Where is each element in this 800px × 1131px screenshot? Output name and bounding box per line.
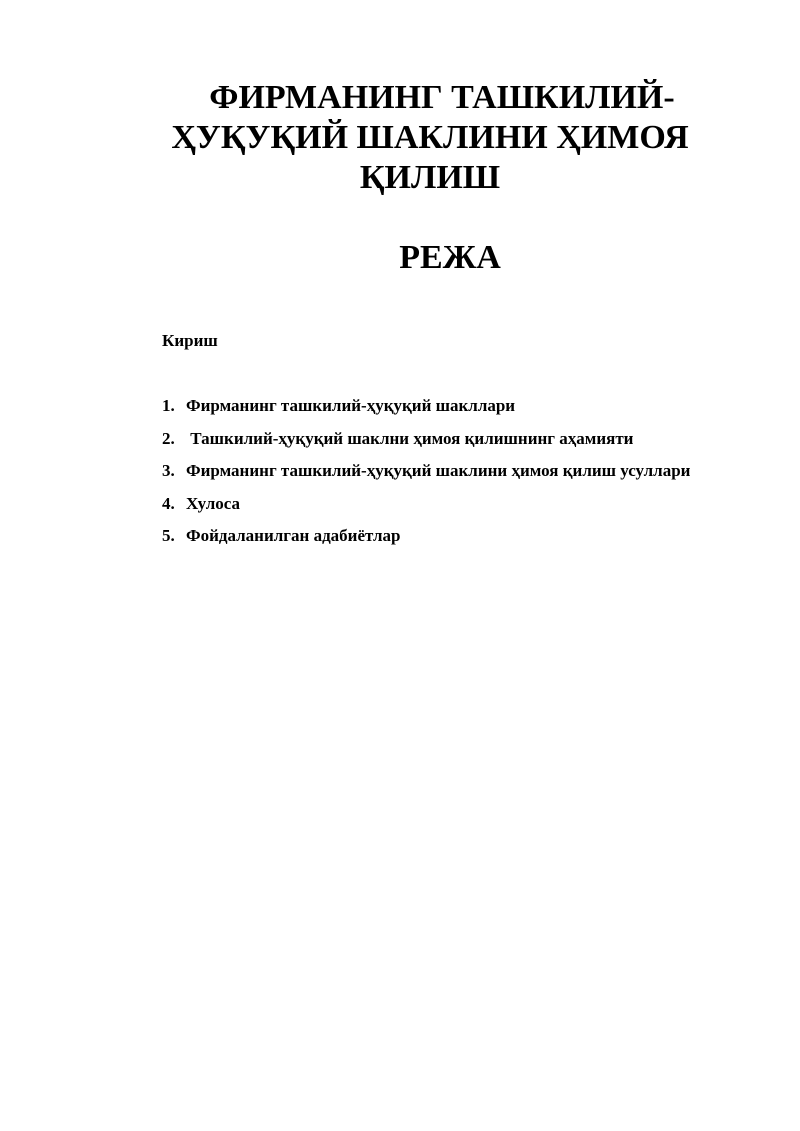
- toc-item-number: 4.: [162, 493, 175, 513]
- toc-item-number: 3.: [162, 461, 175, 480]
- toc-item-text: Фойдаланилган адабиётлар: [186, 526, 401, 545]
- intro-heading: Кириш: [162, 331, 218, 350]
- toc-item-number: 5.: [162, 526, 175, 545]
- toc-item-text: Фирманинг ташкилий-ҳуқуқий шаклини ҳимоя қилиш усуллари: [186, 461, 691, 480]
- plan-heading: РЕЖА: [399, 239, 501, 276]
- toc-item-number: 2.: [162, 428, 175, 448]
- toc-item: [162, 525, 782, 558]
- table-of-contents: [162, 395, 782, 558]
- toc-item: [162, 460, 782, 493]
- toc-item-number: 1.: [162, 396, 175, 415]
- toc-item-text: Хулоса: [186, 493, 240, 513]
- document-title: [150, 78, 710, 198]
- toc-item: [162, 493, 782, 526]
- title-line-2: ҲУҚУҚИЙ ШАКЛИНИ ҲИМОЯ: [171, 119, 689, 156]
- title-line-1: ФИРМАНИНГ ТАШКИЛИЙ-: [209, 79, 675, 116]
- toc-item: [162, 395, 782, 428]
- toc-item: [162, 428, 782, 461]
- toc-item-text: Фирманинг ташкилий-ҳуқуқий шакллари: [186, 396, 516, 415]
- title-line-3: ҚИЛИШ: [359, 159, 501, 196]
- toc-item-text: Ташкилий-ҳуқуқий шаклни ҳимоя қилишнинг аҳамияти: [186, 428, 634, 448]
